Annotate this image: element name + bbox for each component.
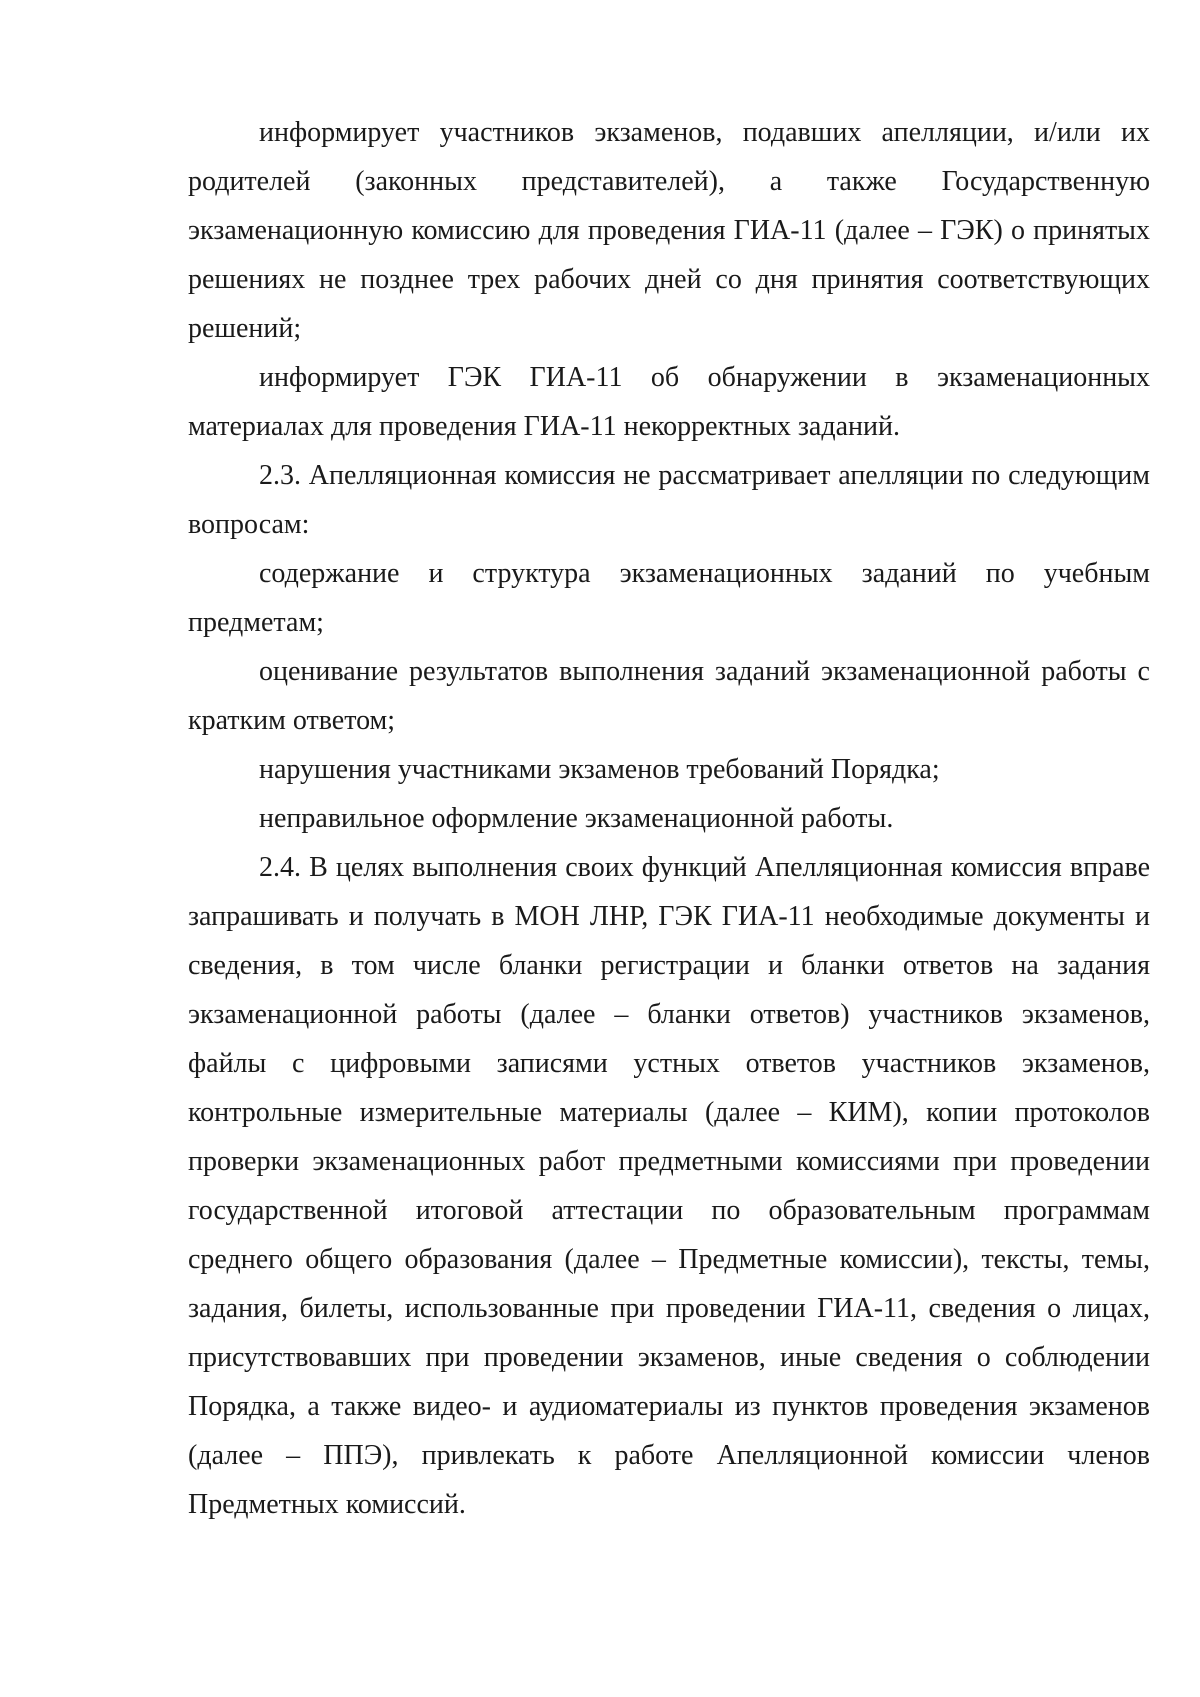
paragraph-content-structure: содержание и структура экзаменационных заданий по учебным предметам; <box>188 558 1150 638</box>
paragraph-inform-participants: информирует участников экзаменов, подавших апелляции, и/или их родителей (законных представителей), а также Государственную экзаменационную комиссию для проведения ГИА-11 (далее – ГЭК) о принятых решениях не позднее трех рабочих дней со дня принятия соответствующих решений; <box>188 117 1150 344</box>
paragraph-evaluation: оценивание результатов выполнения заданий экзаменационной работы с кратким ответом; <box>188 656 1150 736</box>
paragraph-inform-gek: информирует ГЭК ГИА-11 об обнаружении в экзаменационных материалах для проведения ГИА-11 некорректных заданий. <box>188 362 1150 442</box>
paragraph-section-2-3: 2.3. Апелляционная комиссия не рассматривает апелляции по следующим вопросам: <box>188 460 1150 540</box>
document-body <box>188 108 1150 1529</box>
paragraph-formatting: неправильное оформление экзаменационной работы. <box>259 803 894 834</box>
paragraph-section-2-4: 2.4. В целях выполнения своих функций Апелляционная комиссия вправе запрашивать и получать в МОН ЛНР, ГЭК ГИА-11 необходимые документы и сведения, в том числе бланки регистрации и бланки ответов на задания экзаменационной работы (далее – бланки ответов) участников экзаменов, файлы с цифровыми записями устных ответов участников экзаменов, контрольные измерительные материалы (далее – КИМ), копии протоколов проверки экзаменационных работ предметными комиссиями при проведении государственной итоговой аттестации по образовательным программам среднего общего образования (далее – Предметные комиссии), тексты, темы, задания, билеты, использованные при проведении ГИА-11, сведения о лицах, присутствовавших при проведении экзаменов, иные сведения о соблюдении Порядка, а также видео- и аудиоматериалы из пунктов проведения экзаменов (далее – ППЭ), привлекать к работе Апелляционной комиссии членов Предметных комиссий. <box>188 852 1150 1520</box>
paragraph-violations: нарушения участниками экзаменов требований Порядка; <box>259 754 940 785</box>
